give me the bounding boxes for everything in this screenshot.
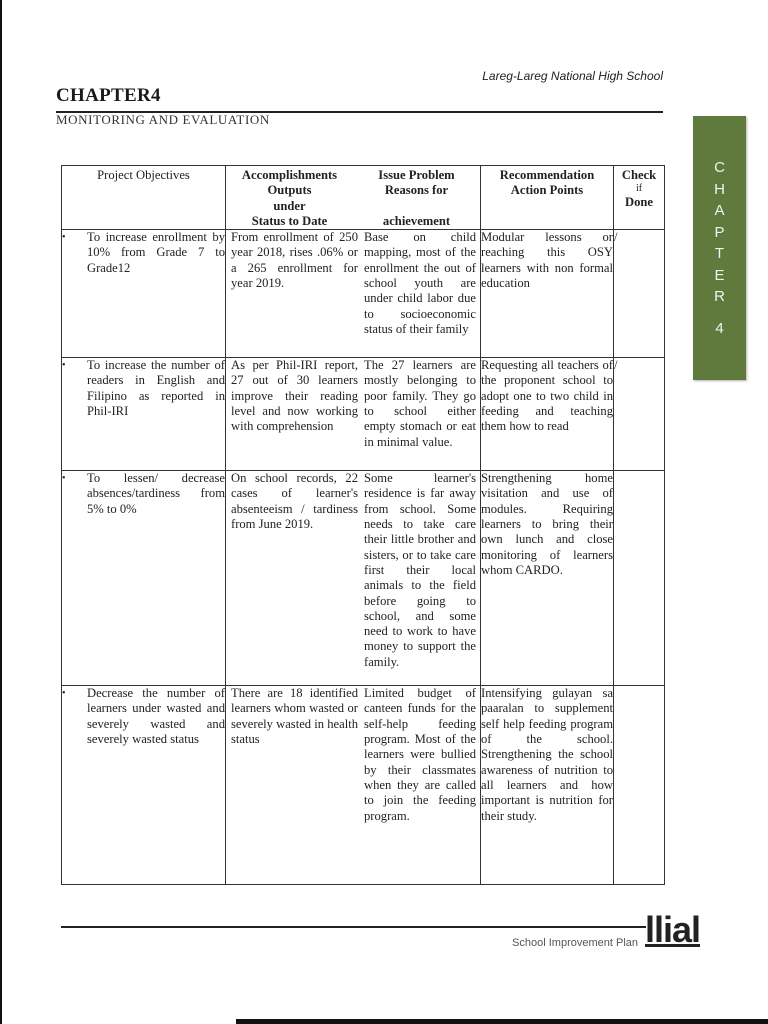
side-tab-letter: H [714,180,725,198]
check-cell [614,686,665,885]
table-row [62,471,665,686]
school-name: Lareg-Lareg National High School [482,69,663,83]
issue-text: Some learner's residence is far away from school. Some needs to take care their little brother and sisters, or to take care first their local animals to the field before going to school, and some need to work to have money to support the family. [364,471,476,669]
side-tab-number: 4 [715,319,724,337]
side-tab-letter: P [714,223,725,241]
issue-text: Limited budget of canteen funds for the self-help feeding program. Most of the learners were bullied by their classmates when they are called to join the feeding program. [364,686,476,823]
issue-text: The 27 learners are mostly belonging to poor family. They go to school either empty stomach or eat in minimal value. [364,358,476,449]
footer-rule [61,926,646,928]
table-row [62,230,665,358]
section-subtitle: MONITORING AND EVALUATION [56,112,270,127]
recommendation-cell: Requesting all teachers of the proponent school to adopt one to two child in feeding and teaching them how to read [481,358,614,471]
monitoring-evaluation-table [61,165,665,885]
objective-cell: • To lessen/ decrease absences/tardiness from 5% to 0% [62,471,226,686]
accomplishment-text: There are 18 identified learners whom wasted or severely wasted in health status [231,686,358,747]
objective-cell: • Decrease the number of learners under wasted and severely wasted and severely wasted status [62,686,226,885]
side-tab-letter: T [714,245,725,262]
check-cell: / [614,230,665,358]
header-recommendation: Recommendation Action Points [481,166,614,230]
header-objectives: Project Objectives [62,166,226,230]
chapter-title: CHAPTER4 [56,85,161,106]
recommendation-cell: Strengthening home visitation and use of modules. Requiring learners to bring their own lunch and close monitoring of learners whom CARDO. [481,471,614,686]
chapter-side-tab [693,116,746,380]
check-cell: / [614,358,665,471]
accomplishment-issue-cell [226,686,481,885]
footer-label: School Improvement Plan [512,937,638,949]
table-row [62,358,665,471]
accomplishment-issue-cell [226,358,481,471]
accomplishment-text: From enrollment of 250 year 2018, rises .06% or a 265 enrollment for year 2019. [231,230,358,291]
side-tab-letter: A [714,202,725,219]
side-tab-letter: E [714,266,725,284]
table-row [62,686,665,885]
check-cell [614,471,665,686]
accomplishment-text: As per Phil-IRI report, 27 out of 30 learners improve their reading level and now working with comprehension [231,358,358,434]
accomplishment-text: On school records, 22 cases of learner's absenteeism / tardiness from June 2019. [231,471,358,532]
left-border-line [0,0,2,1024]
footer-logo-mark: llial [645,909,701,950]
issue-text: Base on child mapping, most of the enrollment the out of school youth are under child labor due to socioeconomic status of their family [364,230,476,336]
accomplishment-issue-cell [226,471,481,686]
side-tab-letter: C [714,159,725,176]
header-check: Check if Done [614,166,665,230]
recommendation-cell: Intensifying gulayan sa paaralan to supplement self help feeding program of the school. Strengthening the school awareness of nutrition to all learners and how important is nutrition for their study. [481,686,614,885]
accomplishment-issue-cell [226,230,481,358]
side-tab-letter: R [714,288,725,305]
objective-cell: • To increase the number of readers in English and Filipino as reported in Phil-IRI [62,358,226,471]
table-header-row [62,166,665,230]
objective-cell: • To increase enrollment by 10% from Grade 7 to Grade12 [62,230,226,358]
recommendation-cell: Modular lessons or reaching this OSY learners with non formal education [481,230,614,358]
header-accomplishments-issues: Accomplishments Outputs under Status to Date Issue Problem Reasons for achievement [226,166,481,230]
bottom-edge-bar [236,1019,768,1024]
